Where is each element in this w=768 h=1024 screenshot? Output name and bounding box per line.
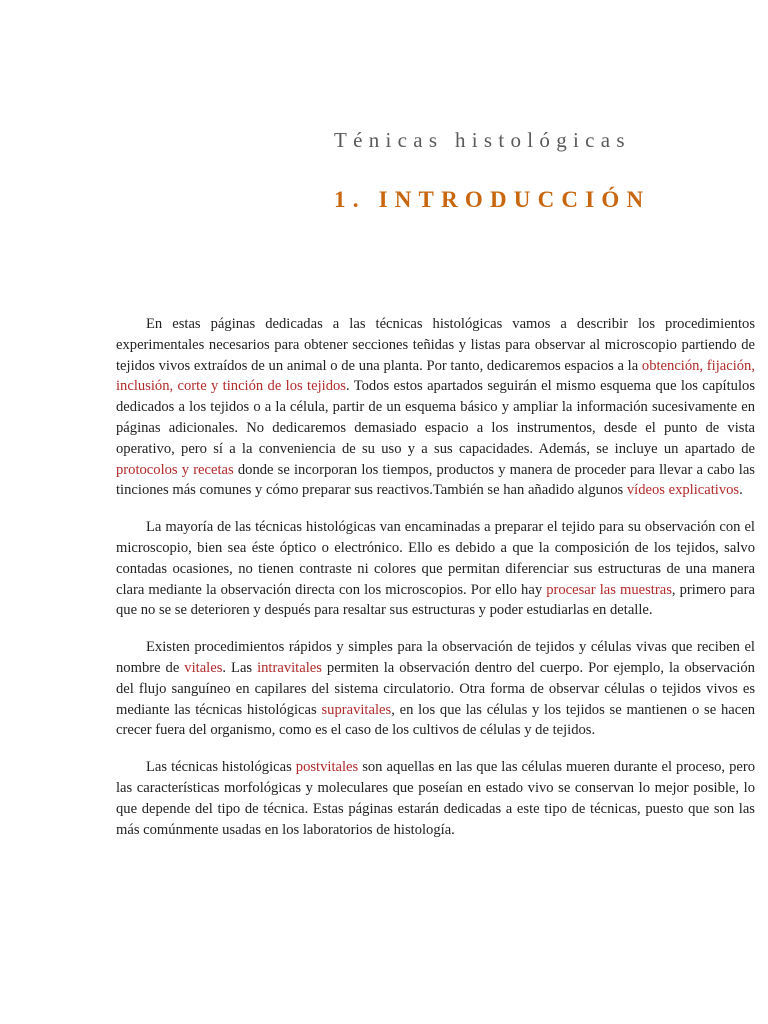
paragraph-text: La mayoría de las técnicas histológicas van encaminadas a preparar el tejido para su observación con el microscopio, bien sea éste óptico o electrónico. Ello es debido a que la composición de los tejidos, salvo contadas ocasiones, no tienen contraste ni colores que permitan diferenciar sus estructuras de una manera clara mediante la observación directa con los microscopios. Por ello hay: [116, 519, 755, 598]
paragraph-microscopio: [116, 517, 755, 621]
paragraph-vitales: [116, 637, 755, 741]
document-title: Ténicas histológicas: [334, 128, 631, 152]
paragraph-text: . Las: [222, 659, 258, 676]
paragraph-text: son aquellas en las que las células mueren durante el proceso, pero las características morfológicas y moleculares que poseían en estado vivo se conservan lo mejor posible, lo que depende del tipo de técnica. Estas páginas estarán dedicadas a este tipo de técnicas, puesto que son las más comúnmente usadas en los laboratorios de histología.: [116, 759, 755, 838]
link-procesar-muestras[interactable]: procesar las muestras: [546, 581, 672, 598]
link-intravitales[interactable]: intravitales: [257, 659, 322, 676]
link-vitales[interactable]: vitales: [184, 659, 223, 676]
paragraph-text: permiten la observación dentro del cuerpo. Por ejemplo, la observación del flujo sanguíneo en capilares del sistema circulatorio. Otra forma de observar células o tejidos vivos es mediante las técnicas histológicas: [116, 659, 755, 718]
body-text: [116, 314, 755, 856]
paragraph-text: Las técnicas histológicas: [146, 759, 296, 776]
paragraph-text: donde se incorporan los tiempos, productos y manera de proceder para llevar a cabo las tinciones más comunes y cómo preparar sus reactivos.También se han añadido algunos: [116, 461, 755, 499]
link-protocolos-recetas[interactable]: protocolos y recetas: [116, 461, 234, 478]
link-obtencion-fijacion-inclusion[interactable]: obtención, fijación, inclusión, corte y tinción de los tejidos: [116, 357, 755, 395]
paragraph-text: .: [739, 482, 743, 499]
section-heading: 1. INTRODUCCIÓN: [334, 187, 651, 212]
paragraph-text: , primero para que no se se deterioren y después para resaltar sus estructuras y poder estudiarlas en detalle.: [116, 581, 755, 619]
paragraph-text: , en los que las células y los tejidos se mantienen o se hacen crecer fuera del organismo, como es el caso de los cultivos de células y de tejidos.: [116, 701, 755, 739]
link-videos-explicativos[interactable]: vídeos explicativos: [626, 482, 740, 499]
link-postvitales[interactable]: postvitales: [295, 759, 359, 776]
paragraph-intro: [116, 314, 755, 501]
paragraph-text: En estas páginas dedicadas a las técnicas histológicas vamos a describir los procedimientos experimentales necesarios para obtener secciones teñidas y listas para observar al microscopio partiendo de tejidos vivos extraídos de un animal o de una planta. Por tanto, dedicaremos espacios a la: [116, 316, 755, 374]
link-supravitales[interactable]: supravitales: [321, 701, 392, 718]
paragraph-text: . Todos estos apartados seguirán el mismo esquema que los capítulos dedicados a los tejidos o a la célula, partir de un esquema básico y ampliar la información sucesivamente en páginas adicionales. No dedicaremos demasiado espacio a los instrumentos, desde el punto de vista operativo, pero sí a la conveniencia de su uso y a sus capacidades. Además, se incluye un apartado de: [116, 378, 755, 457]
paragraph-postvitales: [116, 757, 755, 840]
paragraph-text: Existen procedimientos rápidos y simples para la observación de tejidos y células vivas que reciben el nombre de: [116, 639, 755, 676]
